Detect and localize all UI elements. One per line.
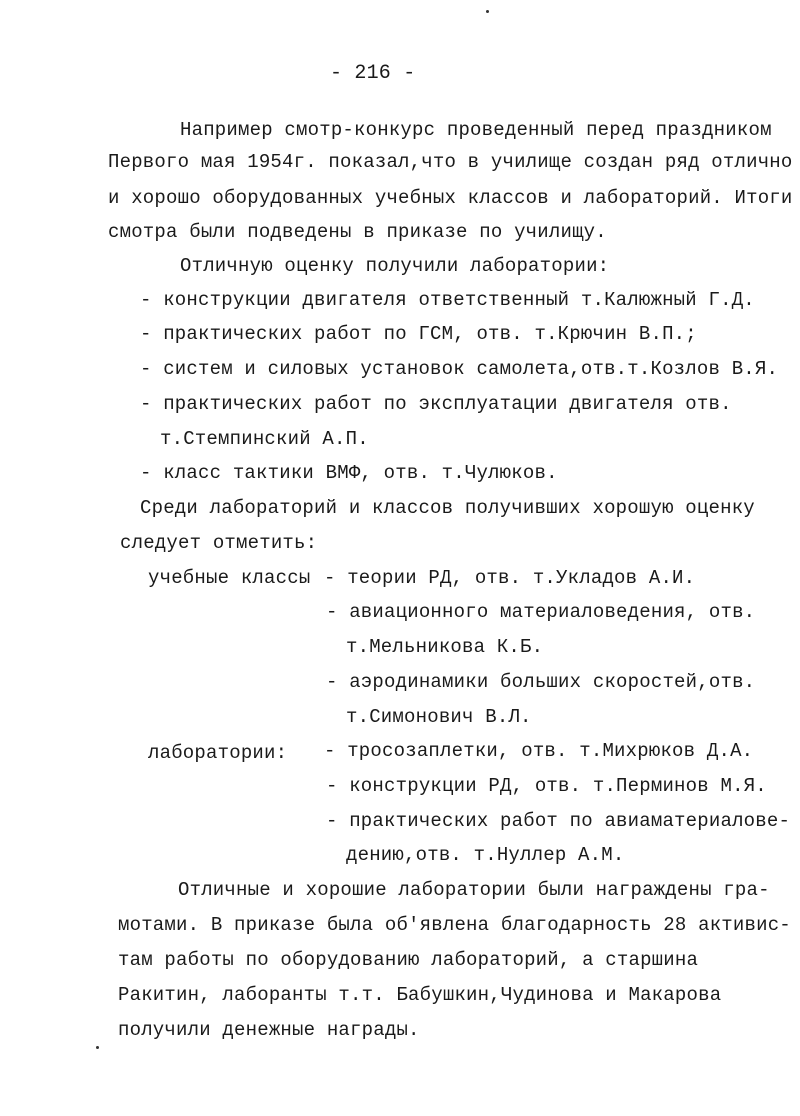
good-intro-line: следует отметить: (120, 532, 318, 554)
excellent-item: т.Стемпинский А.П. (160, 428, 369, 450)
paragraph1-line: Первого мая 1954г. показал,что в училище создан ряд отлично (108, 151, 793, 173)
classes-item: - авиационного материаловедения, отв. (326, 601, 756, 623)
excellent-item: - систем и силовых установок самолета,отв.т.Козлов В.Я. (140, 358, 779, 380)
classes-label: учебные классы (148, 567, 311, 589)
paragraph2-line: Ракитин, лаборанты т.т. Бабушкин,Чудинова и Макарова (118, 984, 722, 1006)
paragraph2-line: получили денежные награды. (118, 1019, 420, 1041)
labs-item: дению,отв. т.Нуллер А.М. (346, 844, 625, 866)
labs-item: - тросозаплетки, отв. т.Михрюков Д.А. (324, 740, 754, 762)
scan-speck (96, 1046, 99, 1049)
excellent-item: - класс тактики ВМФ, отв. т.Чулюков. (140, 462, 558, 484)
classes-item: т.Симонович В.Л. (346, 706, 532, 728)
page-number: - 216 - (330, 62, 416, 85)
labs-item: - практических работ по авиаматериалове- (326, 810, 791, 832)
paragraph2-line: там работы по оборудованию лабораторий, а старшина (118, 949, 699, 971)
excellent-item: - конструкции двигателя ответственный т.Калюжный Г.Д. (140, 289, 755, 311)
paragraph1-line: Например смотр-конкурс проведенный перед праздником (180, 119, 772, 141)
labs-label: лаборатории: (148, 742, 288, 764)
excellent-item: - практических работ по ГСМ, отв. т.Крючин В.П.; (140, 323, 697, 345)
excellent-item: - практических работ по эксплуатации двигателя отв. (140, 393, 732, 415)
classes-item: т.Мельникова К.Б. (346, 636, 544, 658)
paragraph2-line: Отличные и хорошие лаборатории были награждены гра- (178, 879, 770, 901)
paragraph2-line: мотами. В приказе была об'явлена благодарность 28 активис- (118, 914, 791, 936)
paragraph1-line: и хорошо оборудованных учебных классов и лабораторий. Итоги (108, 187, 793, 209)
classes-item: - аэродинамики больших скоростей,отв. (326, 671, 756, 693)
good-intro-line: Среди лабораторий и классов получивших хорошую оценку (140, 497, 755, 519)
labs-item: - конструкции РД, отв. т.Перминов М.Я. (326, 775, 767, 797)
scan-speck (486, 10, 489, 13)
paragraph1-line: смотра были подведены в приказе по училищу. (108, 221, 607, 243)
classes-item: - теории РД, отв. т.Укладов А.И. (324, 567, 696, 589)
excellent-intro: Отличную оценку получили лаборатории: (180, 255, 610, 277)
